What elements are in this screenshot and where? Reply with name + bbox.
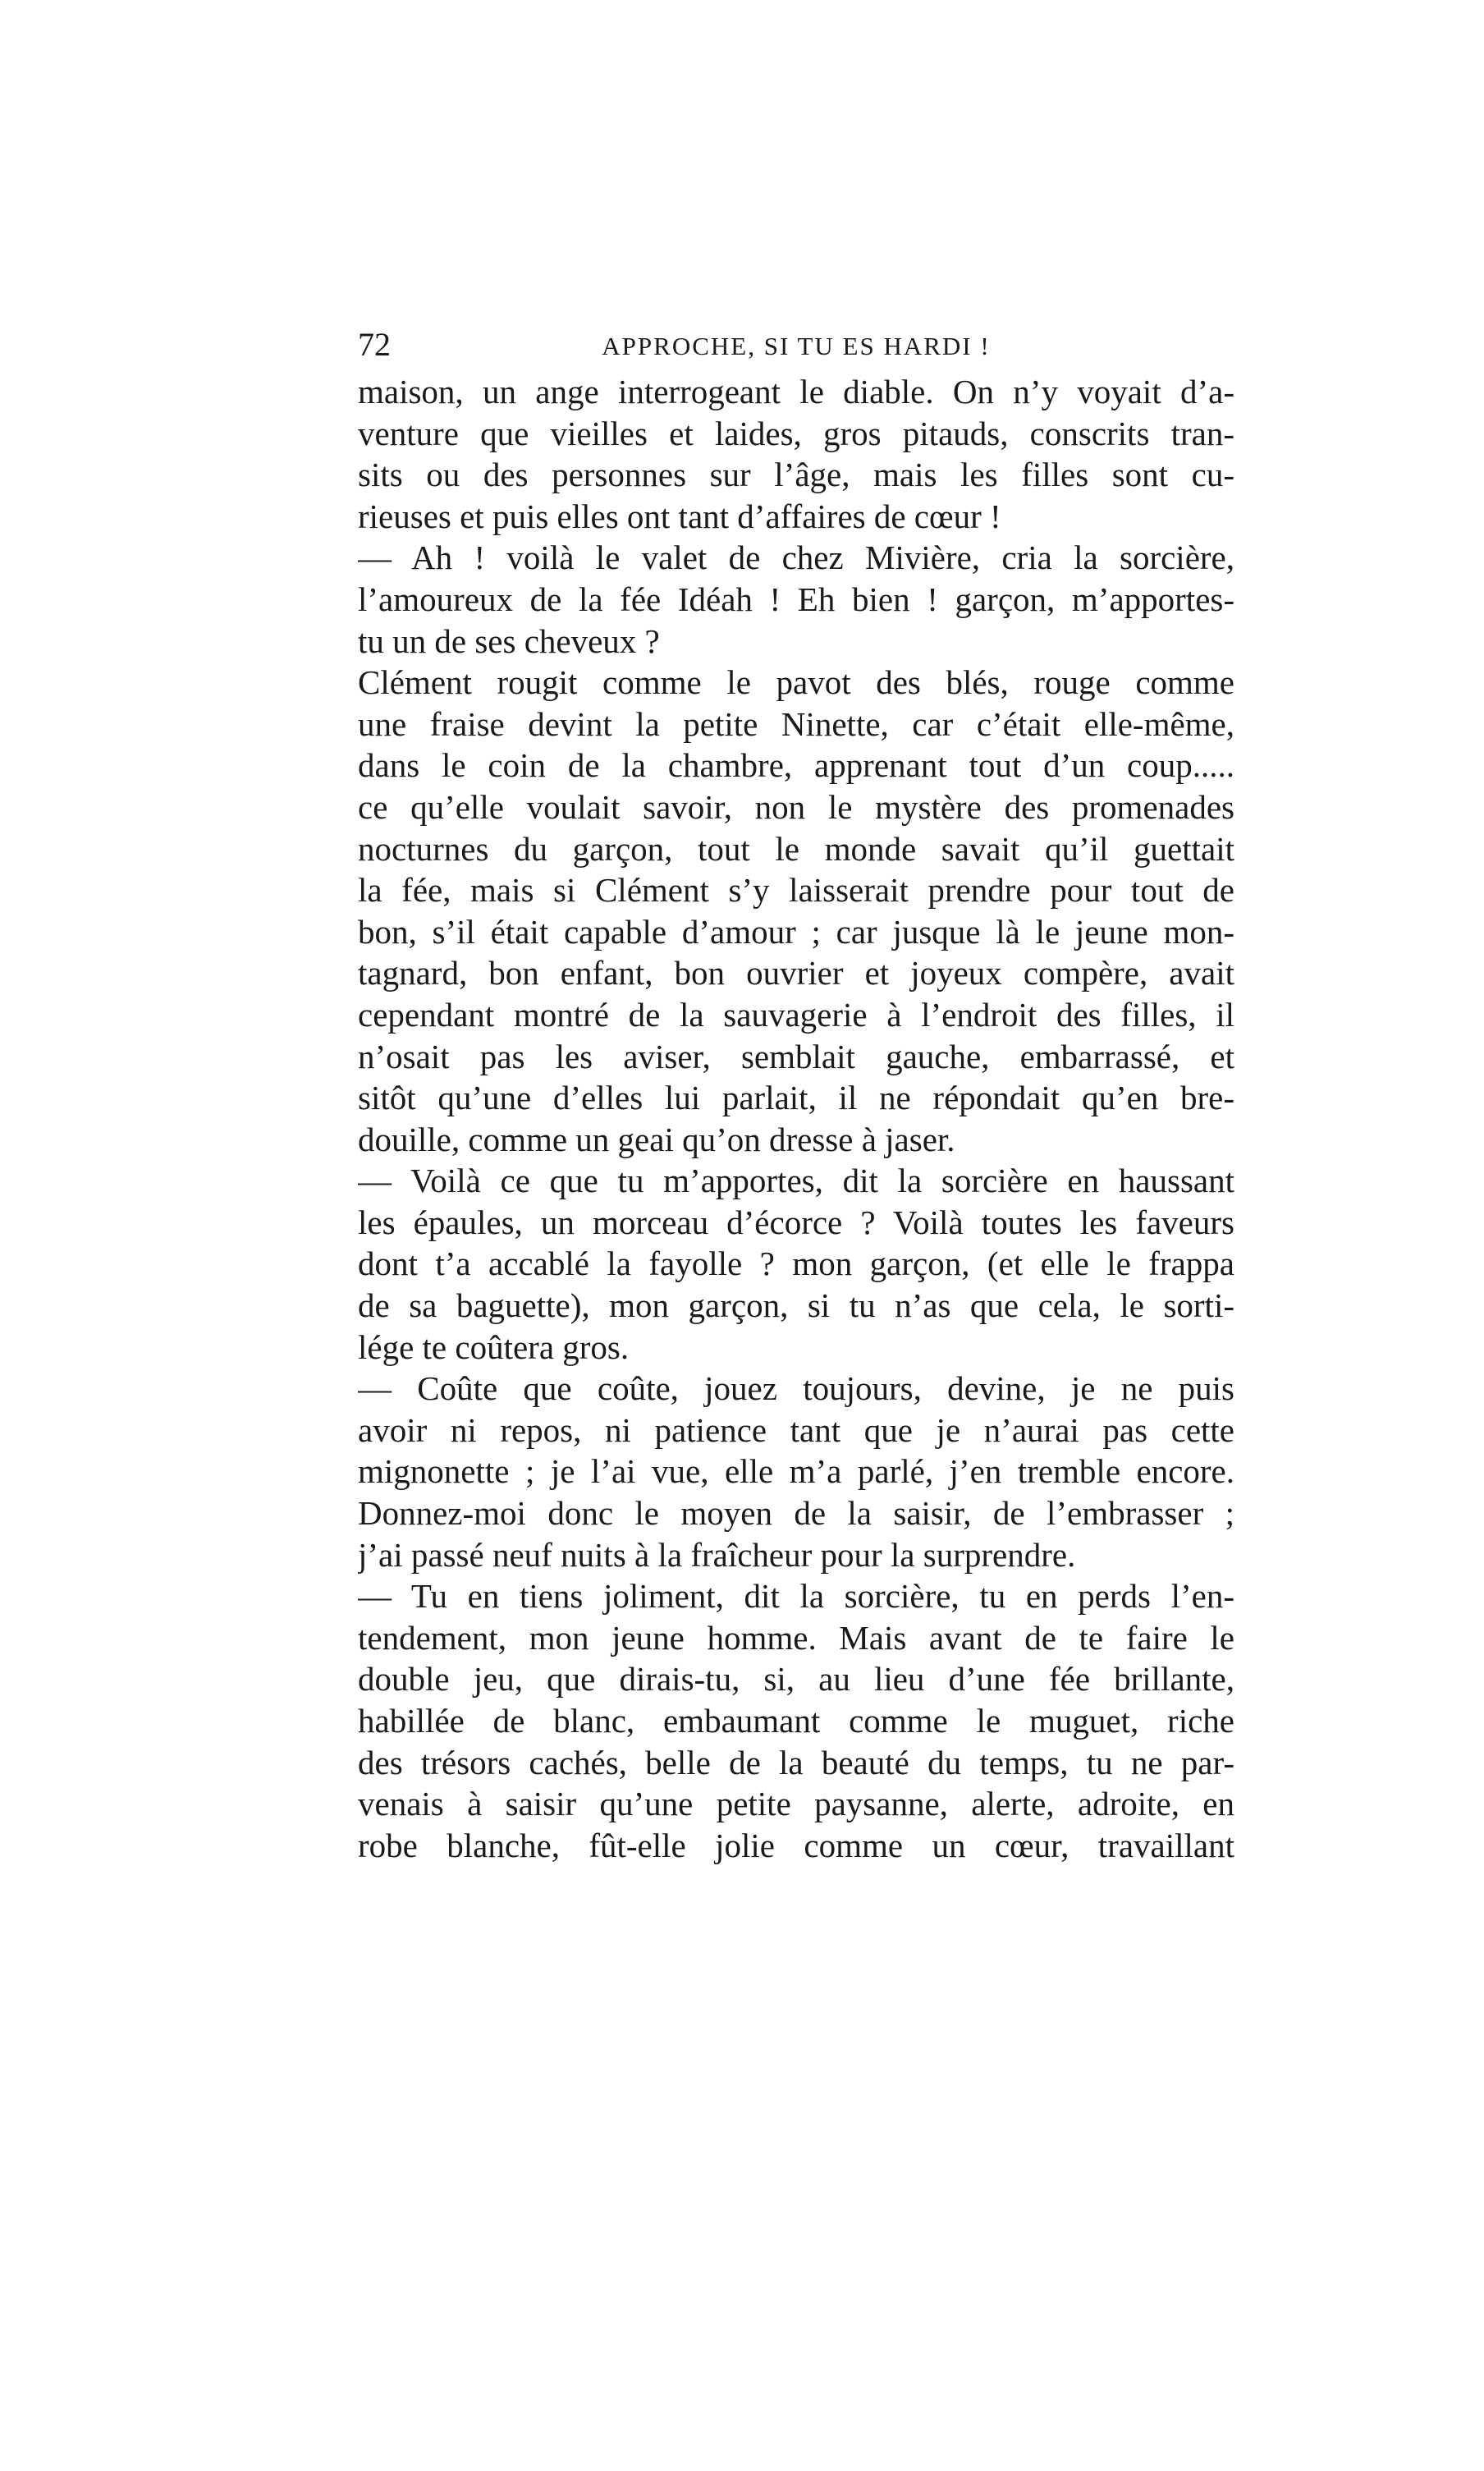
text-line: mignonette ; je l’ai vue, elle m’a parlé, j’en tremble encore.	[358, 1452, 1234, 1491]
text-line: robe blanche, fût-elle jolie comme un cœur, travaillant	[358, 1826, 1234, 1864]
text-line: habillée de blanc, embaumant comme le muguet, riche	[358, 1702, 1234, 1740]
text-line: n’osait pas les aviser, semblait gauche, embarrassé, et	[358, 1037, 1234, 1075]
text-line: sits ou des personnes sur l’âge, mais les filles sont cu-	[358, 456, 1234, 494]
text-line: — Voilà ce que tu m’apportes, dit la sorcière en haussant	[358, 1162, 1234, 1200]
text-line: maison, un ange interrogeant le diable. On n’y voyait d’a-	[358, 373, 1234, 410]
text-line: bon, s’il était capable d’amour ; car jusque là le jeune mon-	[358, 912, 1234, 951]
text-line: une fraise devint la petite Ninette, car c’était elle-même,	[358, 704, 1234, 743]
text-line: tu un de ses cheveux ?	[358, 621, 660, 660]
text-line: sitôt qu’une d’elles lui parlait, il ne répondait qu’en bre-	[358, 1079, 1234, 1117]
text-line: — Coûte que coûte, jouez toujours, devine, je ne puis	[358, 1369, 1234, 1408]
text-line: dont t’a accablé la fayolle ? mon garçon, (et elle le frappa	[358, 1245, 1234, 1283]
text-line: rieuses et puis elles ont tant d’affaires de cœur !	[358, 497, 1001, 535]
text-line: — Tu en tiens joliment, dit la sorcière, tu en perds l’en-	[358, 1577, 1234, 1616]
text-line: douille, comme un geai qu’on dresse à jaser.	[358, 1120, 955, 1158]
text-line: venais à saisir qu’une petite paysanne, alerte, adroite, en	[358, 1785, 1234, 1823]
text-line: les épaules, un morceau d’écorce ? Voilà toutes les faveurs	[358, 1203, 1234, 1241]
text-line: Donnez-moi donc le moyen de la saisir, de l’embrasser ;	[358, 1494, 1234, 1533]
text-line: tendement, mon jeune homme. Mais avant de te faire le	[358, 1618, 1234, 1657]
text-line: avoir ni repos, ni patience tant que je n’aurai pas cette	[358, 1410, 1234, 1449]
text-line: des trésors cachés, belle de la beauté du temps, tu ne par-	[358, 1743, 1234, 1781]
text-line: tagnard, bon enfant, bon ouvrier et joyeux compère, avait	[358, 954, 1234, 993]
text-line: Clément rougit comme le pavot des blés, rouge comme	[358, 663, 1234, 702]
text-line: l’amoureux de la fée Idéah ! Eh bien ! garçon, m’apportes-	[358, 580, 1234, 618]
page-header	[358, 327, 1234, 363]
text-line: — Ah ! voilà le valet de chez Mivière, cria la sorcière,	[358, 539, 1234, 577]
body-text	[358, 371, 1234, 1866]
text-line: double jeu, que dirais-tu, si, au lieu d’une fée brillante,	[358, 1660, 1234, 1699]
text-line: lége te coûtera gros.	[358, 1327, 630, 1366]
text-line: j’ai passé neuf nuits à la fraîcheur pour la surprendre.	[358, 1535, 1076, 1574]
text-line: cependant montré de la sauvagerie à l’endroit des filles, il	[358, 995, 1234, 1034]
text-line: la fée, mais si Clément s’y laisserait prendre pour tout de	[358, 871, 1234, 910]
text-line: nocturnes du garçon, tout le monde savait qu’il guettait	[358, 829, 1234, 868]
text-line: de sa baguette), mon garçon, si tu n’as que cela, le sorti-	[358, 1286, 1234, 1325]
text-line: venture que vieilles et laides, gros pitauds, conscrits tran-	[358, 414, 1234, 452]
page-number: 72	[358, 326, 391, 363]
text-line: dans le coin de la chambre, apprenant tout d’un coup.....	[358, 746, 1234, 785]
text-line: ce qu’elle voulait savoir, non le mystère des promenades	[358, 787, 1234, 826]
running-title: APPROCHE, SI TU ES HARDI !	[602, 332, 991, 360]
